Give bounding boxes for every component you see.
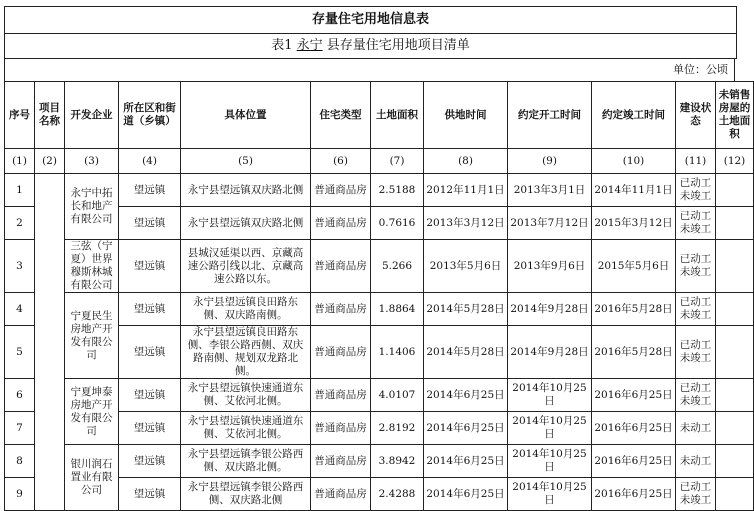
finish-date-cell: 2015年3月12日 [592,207,676,240]
row-number: 6 [5,379,35,412]
supply-date-cell: 2014年5月28日 [424,293,508,326]
area-cell: 0.7616 [371,207,424,240]
finish-date-cell: 2015年5月6日 [592,240,676,293]
developer-cell: 永宁中拓长和地产有限公司 [65,174,119,240]
finish-date-cell: 2016年5月28日 [592,326,676,379]
town-cell: 望远镇 [119,326,181,379]
header-cell: 所在区和街道（乡镇） [119,82,181,149]
row-number: 8 [5,445,35,478]
header-cell: 开发企业 [65,82,119,149]
supply-date-cell: 2014年6月25日 [424,379,508,412]
type-cell: 普通商品房 [311,326,371,379]
table-row [5,174,754,207]
area-cell: 1.1406 [371,326,424,379]
start-date-cell: 2014年9月28日 [508,293,592,326]
town-cell: 望远镇 [119,412,181,445]
type-cell: 普通商品房 [311,174,371,207]
unsold-area-cell [716,207,754,240]
table-title: 存量住宅用地信息表 [4,6,737,34]
location-cell: 永宁县望远镇良田路东侧、双庆路南侧。 [181,293,311,326]
supply-date-cell: 2013年3月12日 [424,207,508,240]
header-row [5,82,754,149]
header-number: (7) [371,149,424,174]
unsold-area-cell [716,412,754,445]
subtitle-suffix: 县存量住宅用地项目清单 [322,38,470,53]
unsold-area-cell [716,293,754,326]
subtitle-prefix: 表1 [271,38,297,53]
status-cell: 已动工未竣工 [676,379,716,412]
finish-date-cell: 2016年5月28日 [592,293,676,326]
town-cell: 望远镇 [119,478,181,511]
start-date-cell: 2013年3月1日 [508,174,592,207]
town-cell: 望远镇 [119,207,181,240]
header-number: (9) [508,149,592,174]
start-date-cell: 2013年7月12日 [508,207,592,240]
status-cell: 已动工未竣工 [676,326,716,379]
row-number: 4 [5,293,35,326]
supply-date-cell: 2014年5月28日 [424,326,508,379]
town-cell: 望远镇 [119,174,181,207]
unsold-area-cell [716,445,754,478]
location-cell: 永宁县望远镇李银公路西侧、双庆路北侧 [181,478,311,511]
location-cell: 永宁县望远镇快速通道东侧、艾依河北侧。 [181,379,311,412]
supply-date-cell: 2014年6月25日 [424,445,508,478]
header-number: (4) [119,149,181,174]
header-cell: 未销售房屋的土地面积 [716,82,754,149]
unsold-area-cell [716,240,754,293]
start-date-cell: 2013年9月6日 [508,240,592,293]
unsold-area-cell [716,174,754,207]
row-number: 5 [5,326,35,379]
location-cell: 县城汉延渠以西、京藏高速公路引线以北、京藏高速公路以东。 [181,240,311,293]
table-row [5,379,754,412]
type-cell: 普通商品房 [311,445,371,478]
header-number: (8) [424,149,508,174]
header-cell: 约定竣工时间 [592,82,676,149]
town-cell: 望远镇 [119,445,181,478]
row-number: 1 [5,174,35,207]
type-cell: 普通商品房 [311,412,371,445]
area-cell: 1.8864 [371,293,424,326]
type-cell: 普通商品房 [311,207,371,240]
row-number: 3 [5,240,35,293]
start-date-cell: 2014年10月25日 [508,478,592,511]
unsold-area-cell [716,478,754,511]
subtitle-region: 永宁 [296,38,323,53]
header-number: (11) [676,149,716,174]
start-date-cell: 2014年10月25日 [508,412,592,445]
area-cell: 2.5188 [371,174,424,207]
header-number: (5) [181,149,311,174]
location-cell: 永宁县望远镇良田路东侧、李银公路西侧、双庆路南侧、规划双龙路北侧。 [181,326,311,379]
status-cell: 已动工未竣工 [676,207,716,240]
header-cell: 约定开工时间 [508,82,592,149]
unsold-area-cell [716,326,754,379]
finish-date-cell: 2016年6月25日 [592,445,676,478]
developer-cell: 三弦（宁夏）世界穆斯林城有限公司 [65,240,119,293]
location-cell: 永宁县望远镇快速通道东侧、艾依河北侧。 [181,412,311,445]
header-number: (12) [716,149,754,174]
area-cell: 2.8192 [371,412,424,445]
header-number-row [5,149,754,174]
area-cell: 5.266 [371,240,424,293]
header-cell: 土地面积 [371,82,424,149]
header-number: (6) [311,149,371,174]
row-number: 2 [5,207,35,240]
supply-date-cell: 2012年11月1日 [424,174,508,207]
header-cell: 供地时间 [424,82,508,149]
row-number: 7 [5,412,35,445]
status-cell: 未动工 [676,445,716,478]
header-number: (3) [65,149,119,174]
unsold-area-cell [716,379,754,412]
status-cell: 已动工未竣工 [676,240,716,293]
type-cell: 普通商品房 [311,379,371,412]
land-table [4,81,754,511]
location-cell: 永宁县望远镇双庆路北侧 [181,174,311,207]
developer-cell: 宁夏民生房地产开发有限公司 [65,293,119,379]
header-cell: 住宅类型 [311,82,371,149]
status-cell: 未动工 [676,412,716,445]
start-date-cell: 2014年10月25日 [508,379,592,412]
start-date-cell: 2014年9月28日 [508,326,592,379]
type-cell: 普通商品房 [311,478,371,511]
finish-date-cell: 2014年11月1日 [592,174,676,207]
header-cell: 项目名称 [35,82,65,149]
status-cell: 已动工未竣工 [676,293,716,326]
developer-cell: 宁夏坤泰房地产开发有限公司 [65,379,119,445]
unit-label: 单位：公顷 [4,59,735,81]
status-cell: 已动工未竣工 [676,174,716,207]
table-row [5,293,754,326]
header-number: (10) [592,149,676,174]
type-cell: 普通商品房 [311,240,371,293]
table-row [5,240,754,293]
finish-date-cell: 2016年6月25日 [592,412,676,445]
type-cell: 普通商品房 [311,293,371,326]
start-date-cell: 2014年10月25日 [508,445,592,478]
header-number: (2) [35,149,65,174]
header-cell: 序号 [5,82,35,149]
town-cell: 望远镇 [119,379,181,412]
area-cell: 2.4288 [371,478,424,511]
area-cell: 4.0107 [371,379,424,412]
table-subtitle [4,33,737,59]
finish-date-cell: 2016年6月25日 [592,379,676,412]
supply-date-cell: 2013年5月6日 [424,240,508,293]
town-cell: 望远镇 [119,240,181,293]
row-number: 9 [5,478,35,511]
project-name-cell [35,174,65,511]
supply-date-cell: 2014年6月25日 [424,478,508,511]
town-cell: 望远镇 [119,293,181,326]
area-cell: 3.8942 [371,445,424,478]
header-cell: 具体位置 [181,82,311,149]
table-row [5,445,754,478]
finish-date-cell: 2016年6月25日 [592,478,676,511]
location-cell: 永宁县望远镇双庆路北侧 [181,207,311,240]
header-number: (1) [5,149,35,174]
supply-date-cell: 2014年6月25日 [424,412,508,445]
location-cell: 永宁县望远镇李银公路西侧、双庆路北侧。 [181,445,311,478]
header-cell: 建设状态 [676,82,716,149]
status-cell: 已动工未竣工 [676,478,716,511]
developer-cell: 银川润石置业有限公司 [65,445,119,511]
